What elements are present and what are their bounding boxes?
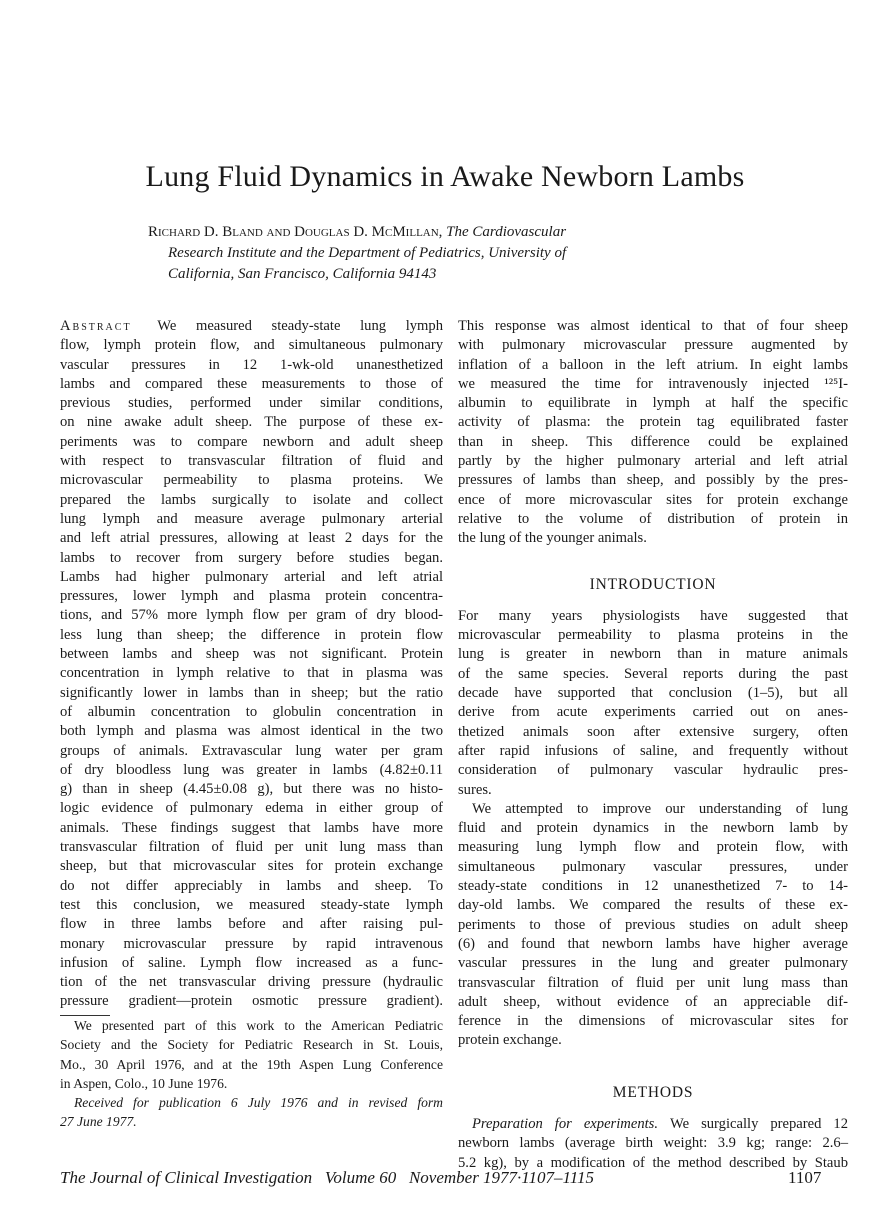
text-line: after rapid infusions of saline, and frequently without — [458, 742, 848, 759]
text-line: inflation of a balloon in the left atrium. In eight lambs — [458, 356, 848, 373]
text-line: than in sheep. This difference could be explained — [458, 433, 848, 450]
text-line: tions, and 57% more lymph flow per gram of dry blood- — [60, 607, 443, 624]
text-line: activity of plasma: the protein tag equilibrated faster — [458, 414, 848, 431]
page-number: 1107 — [788, 1168, 822, 1187]
text-line: pressures, lower lymph and plasma protein concentra- — [60, 588, 443, 605]
text-line: lung is greater in newborn than in mature animals — [458, 646, 848, 663]
text-line: ference in the dimensions of microvascular sites for — [458, 1013, 848, 1030]
text-line: lambs to recover from surgery before studies began. — [60, 549, 443, 566]
text-line: consideration of pulmonary vascular hydraulic pres- — [458, 762, 848, 779]
abstract-label: Abstract — [60, 318, 154, 334]
text-line: of dry bloodless lung was greater in lambs (4.82±0.11 — [60, 761, 443, 778]
text-line: 27 June 1977. — [60, 1114, 137, 1130]
text-line: Society and the Society for Pediatric Research in St. Louis, — [60, 1037, 443, 1053]
text-line: decade have supported that conclusion (1–5), but all — [458, 685, 848, 702]
text-line: relative to the volume of distribution of protein in — [458, 510, 848, 527]
text-line: sheep, but that microvascular sites for protein exchange — [60, 858, 443, 875]
text-line: 5.2 kg), by a modification of the method described by Staub — [458, 1154, 848, 1171]
affiliation-line: Research Institute and the Department of Pediatrics, University of — [168, 245, 567, 261]
affiliation-line: California, San Francisco, California 94143 — [168, 266, 437, 282]
text-line: adult sheep, without evidence of an appreciable dif- — [458, 993, 848, 1010]
text-line: significantly lower in lambs than in sheep; but the ratio — [60, 684, 443, 701]
text-line: pressures of lambs than sheep, and possibly by the pres- — [458, 472, 848, 489]
text-line: pressure gradient—protein osmotic pressure gradient). — [60, 993, 443, 1010]
methods-body — [458, 1115, 848, 1173]
text-line: periments was to compare newborn and adult sheep — [60, 433, 443, 450]
text-line: microvascular permeability to plasma proteins in the — [458, 627, 848, 644]
text-line: partly by the higher pulmonary arterial and left atrial — [458, 453, 848, 470]
text-line: thetized animals soon after extensive surgery, often — [458, 723, 848, 740]
abstract-right — [458, 317, 848, 549]
text-line: transvascular filtration of fluid per unit lung mass than — [458, 974, 848, 991]
text-line: transvascular filtration of fluid per unit lung mass than — [60, 839, 443, 856]
text-line: day-old lambs. We compared the results of these ex- — [458, 897, 848, 914]
text-line: protein exchange. — [458, 1032, 562, 1049]
paragraph — [458, 607, 848, 800]
text-line: For many years physiologists have suggested that — [458, 607, 848, 624]
text-line: sures. — [458, 781, 492, 798]
text-line: Received for publication 6 July 1976 and in revised form — [74, 1095, 443, 1111]
paragraph — [458, 800, 848, 1051]
footnotes — [60, 1016, 443, 1132]
text-line: This response was almost identical to that of four sheep — [458, 318, 848, 334]
author-block — [148, 222, 566, 285]
author-names: Richard D. Bland and Douglas D. McMillan, — [148, 224, 443, 240]
text-line: between lambs and sheep was not significant. Protein — [60, 646, 443, 663]
left-column — [60, 317, 443, 1012]
text-line: albumin to equilibrate in lymph at half the specific — [458, 395, 848, 412]
text-line: and left atrial pressures, allowing at least 2 days for the — [60, 530, 443, 547]
text-line: Mo., 30 April 1976, and at the 19th Aspen Lung Conference — [60, 1056, 443, 1072]
text-line: flow, lymph protein flow, and simultaneous pulmonary — [60, 337, 443, 354]
text-line: lambs and compared these measurements to those of — [60, 375, 443, 392]
text-line: with respect to transvascular filtration of fluid and — [60, 453, 443, 470]
article-title: Lung Fluid Dynamics in Awake Newborn Lambs — [145, 160, 745, 193]
text-line: of the same species. Several reports during the past — [458, 665, 848, 682]
text-line: do not differ appreciably in lambs and sheep. To — [60, 877, 443, 894]
text-line: test this conclusion, we measured steady-state lymph — [60, 896, 443, 913]
text-line: both lymph and plasma was almost identical in the two — [60, 723, 443, 740]
text-line: derive from acute experiments carried out on anes- — [458, 704, 848, 721]
text-line: g) than in sheep (4.45±0.08 g), but there was no histo- — [60, 781, 443, 798]
text-line: periments to those of previous studies on adult sheep — [458, 916, 848, 933]
text-line: previous studies, performed under similar conditions, — [60, 395, 443, 412]
text-line: monary microvascular pressure by rapid intravenous — [60, 935, 443, 952]
introduction-body — [458, 607, 848, 1051]
text-line: infusion of saline. Lymph flow increased as a func- — [60, 954, 443, 971]
text-line: ence of more microvascular sites for protein exchange — [458, 491, 848, 508]
text-line: simultaneous pulmonary vascular pressures, under — [458, 858, 848, 875]
text-line: microvascular permeability to plasma proteins. We — [60, 472, 443, 489]
text-line: prepared the lambs surgically to isolate and collect — [60, 491, 443, 508]
text-line: We presented part of this work to the American Pediatric — [74, 1018, 443, 1033]
text-line: Preparation for experiments. We surgically prepared 12 — [472, 1115, 849, 1132]
text-line: in Aspen, Colo., 10 June 1976. — [60, 1075, 228, 1091]
text-line: measuring lung lymph flow and protein flow, with — [458, 839, 848, 856]
methods-heading: METHODS — [612, 1083, 694, 1101]
text-line: lung lymph and measure average pulmonary arterial — [60, 510, 443, 527]
text-line: flow in three lambs before and after raising pul- — [60, 916, 443, 933]
text-line: Lambs had higher pulmonary arterial and left atrial — [60, 568, 443, 585]
abstract-left — [60, 317, 443, 1012]
text-line: newborn lambs (average birth weight: 3.9 kg; range: 2.6– — [458, 1135, 848, 1152]
text-line: steady-state conditions in 12 unanesthetized 7- to 14- — [458, 878, 848, 895]
text-line: of albumin concentration to globulin concentration in — [60, 703, 443, 720]
text-line: less lung than sheep; the difference in protein flow — [60, 626, 443, 643]
text-line: on nine awake adult sheep. The purpose of these ex- — [60, 414, 443, 431]
text-line: vascular pressures in 12 1-wk-old unanesthetized — [60, 356, 443, 373]
text-line: logic evidence of pulmonary edema in either group of — [60, 800, 443, 817]
text-line: with pulmonary microvascular pressure augmented by — [458, 337, 848, 354]
affiliation-line: The Cardiovascular — [446, 224, 567, 240]
text-line: fluid and protein dynamics in the newborn lamb by — [458, 820, 848, 837]
text-line: vascular pressures in the lung and greater pulmonary — [458, 955, 848, 972]
text-line: we measured the time for intravenously injected ¹²⁵I- — [458, 375, 848, 392]
text-line: animals. These findings suggest that lambs have more — [60, 819, 443, 836]
methods-runin-heading: Preparation for experiments. — [472, 1115, 670, 1132]
text-line: We attempted to improve our understanding of lung — [472, 800, 848, 817]
text-line: groups of animals. Extravascular lung water per gram — [60, 742, 443, 759]
text-line: tion of the net transvascular driving pressure (hydraulic — [60, 974, 443, 991]
text-line: Abstract We measured steady-state lung lymph — [60, 318, 443, 334]
right-column — [458, 317, 848, 1173]
text-line: concentration in lymph relative to that in plasma was — [60, 665, 443, 682]
text-line: (6) and found that newborn lambs have higher average — [458, 935, 848, 952]
journal-citation: The Journal of Clinical Investigation Volume 60 November 1977·1107–1115 — [60, 1168, 595, 1187]
text-line: the lung of the younger animals. — [458, 530, 647, 547]
introduction-heading: INTRODUCTION — [589, 575, 717, 593]
